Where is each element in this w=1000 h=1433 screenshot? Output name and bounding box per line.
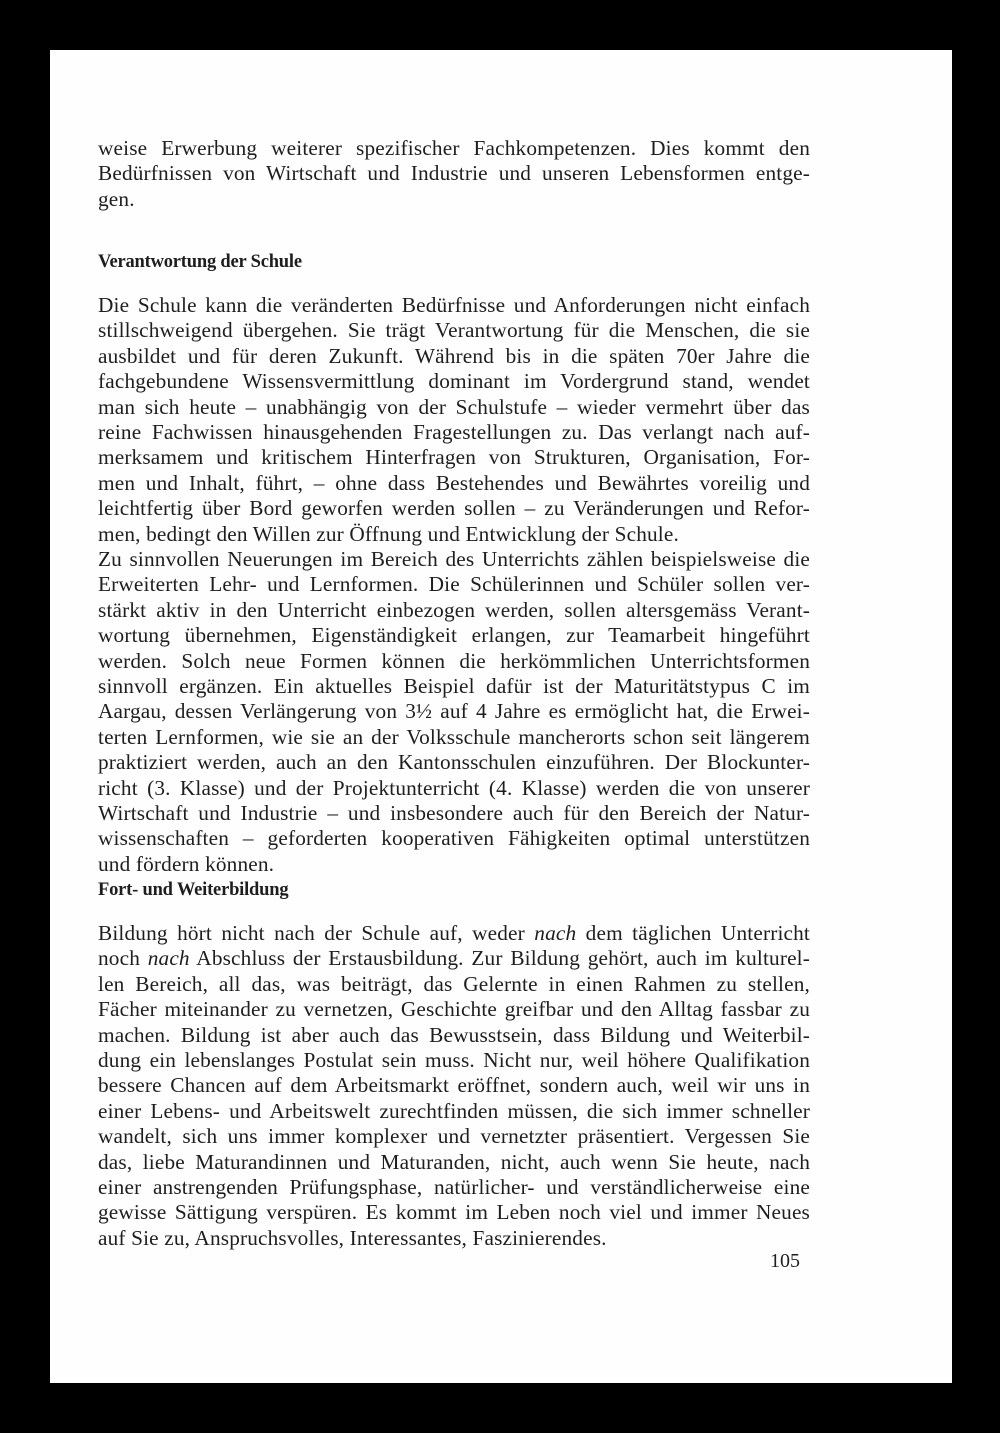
text-line: len Bereich, all das, was beiträgt, das Gelernte in einen Rahmen zu stellen, bbox=[98, 971, 810, 996]
text-line: einer Lebens- und Arbeitswelt zurechtfinden müssen, die sich immer schneller bbox=[98, 1098, 810, 1123]
text-line: Die Schule kann die veränderten Bedürfnisse und Anforderungen nicht einfach bbox=[98, 293, 810, 317]
text-line: stärkt aktiv in den Unterricht einbezogen werden, sollen altersgemäss Verant- bbox=[98, 597, 810, 622]
text-line: Wirtschaft und Industrie – und insbesondere auch für den Bereich der Natur- bbox=[98, 801, 810, 826]
text-line: Zu sinnvollen Neuerungen im Bereich des Unterrichts zählen beispielsweise die bbox=[98, 547, 810, 571]
text-line: bessere Chancen auf dem Arbeitsmarkt eröffnet, sondern auch, weil wir uns in bbox=[98, 1073, 810, 1098]
text-line: stillschweigend übergehen. Sie trägt Verantwortung für die Menschen, die sie bbox=[98, 318, 810, 343]
text-line: Bedürfnissen von Wirtschaft und Industrie und unseren Lebensformen entge- bbox=[98, 161, 810, 186]
text-line: einer anstrengenden Prüfungsphase, natürlicher- und verständlicherweise eine bbox=[98, 1175, 810, 1200]
emphasis-nach: nach bbox=[534, 921, 577, 945]
text-segment: dem täglichen Unterricht bbox=[576, 921, 810, 945]
text-line: werden. Solch neue Formen können die herkömmlichen Unterrichtsformen bbox=[98, 648, 810, 673]
text-line: gen. bbox=[98, 186, 135, 211]
text-line bbox=[98, 946, 810, 971]
text-line: leichtfertig über Bord geworfen werden sollen – zu Veränderungen und Refor- bbox=[98, 496, 810, 521]
text-line: wissenschaften – geforderten kooperativen Fähigkeiten optimal unterstützen bbox=[98, 826, 810, 851]
text-line: machen. Bildung ist aber auch das Bewusstsein, dass Bildung und Weiterbil- bbox=[98, 1022, 810, 1047]
text-line: Erweiterten Lehr- und Lernformen. Die Schülerinnen und Schüler sollen ver- bbox=[98, 572, 810, 597]
section-heading-weiterbildung: Fort- und Weiterbildung bbox=[98, 880, 289, 900]
text-segment: Abschluss der Erstausbildung. Zur Bildung gehört, auch im kulturel- bbox=[189, 946, 810, 971]
text-line: men, bedingt den Willen zur Öffnung und Entwicklung der Schule. bbox=[98, 521, 679, 546]
text-line: reine Fachwissen hinausgehenden Fragestellungen zu. Das verlangt nach auf- bbox=[98, 420, 810, 445]
text-segment: noch bbox=[98, 946, 148, 971]
text-line: dung ein lebenslanges Postulat sein muss. Nicht nur, weil höhere Qualifikation bbox=[98, 1048, 810, 1073]
text-line: weise Erwerbung weiterer spezifischer Fachkompetenzen. Dies kommt den bbox=[98, 136, 810, 160]
text-line: praktiziert werden, auch an den Kantonsschulen einzuführen. Der Blockunter- bbox=[98, 750, 810, 775]
text-line: richt (3. Klasse) und der Projektunterricht (4. Klasse) werden die von unserer bbox=[98, 775, 810, 800]
text-line: men und Inhalt, führt, – ohne dass Bestehendes und Bewährtes voreilig und bbox=[98, 470, 810, 495]
section2-paragraph bbox=[98, 921, 810, 1251]
text-line: merksamem und kritischem Hinterfragen von Strukturen, Organisation, For- bbox=[98, 445, 810, 470]
text-line: Fächer miteinander zu vernetzen, Geschichte greifbar und den Alltag fassbar zu bbox=[98, 997, 810, 1022]
section1-paragraph-2 bbox=[98, 547, 810, 877]
emphasis-nach: nach bbox=[147, 946, 190, 971]
text-line: wandelt, sich uns immer komplexer und vernetzter präsentiert. Vergessen Sie bbox=[98, 1124, 810, 1149]
text-line: man sich heute – unabhängig von der Schulstufe – wieder vermehrt über das bbox=[98, 394, 810, 419]
text-line: und fördern können. bbox=[98, 851, 275, 876]
text-line: Aargau, dessen Verlängerung von 3½ auf 4 Jahre es ermöglicht hat, die Erwei- bbox=[98, 699, 810, 724]
text-line: auf Sie zu, Anspruchsvolles, Interessantes, Faszinierendes. bbox=[98, 1225, 607, 1250]
text-segment: Bildung hört nicht nach der Schule auf, weder bbox=[98, 921, 535, 945]
text-line: sinnvoll ergänzen. Ein aktuelles Beispiel dafür ist der Maturitätstypus C im bbox=[98, 674, 810, 699]
document-page bbox=[50, 50, 952, 1383]
text-line: fachgebundene Wissensvermittlung dominant im Vordergrund stand, wendet bbox=[98, 369, 810, 394]
text-line: gewisse Sättigung verspüren. Es kommt im Leben noch viel und immer Neues bbox=[98, 1200, 810, 1225]
text-line: terten Lernformen, wie sie an der Volksschule mancherorts schon seit längerem bbox=[98, 724, 810, 749]
page-number: 105 bbox=[770, 1250, 800, 1272]
intro-paragraph bbox=[98, 136, 810, 212]
text-line: wortung übernehmen, Eigenständigkeit erlangen, zur Teamarbeit hingeführt bbox=[98, 623, 810, 648]
section-heading-verantwortung: Verantwortung der Schule bbox=[98, 252, 302, 272]
section1-paragraph-1 bbox=[98, 293, 810, 547]
text-line: ausbildet und für deren Zukunft. Während bis in die späten 70er Jahre die bbox=[98, 343, 810, 368]
text-line: das, liebe Maturandinnen und Maturanden, nicht, auch wenn Sie heute, nach bbox=[98, 1149, 810, 1174]
text-line bbox=[98, 921, 810, 946]
